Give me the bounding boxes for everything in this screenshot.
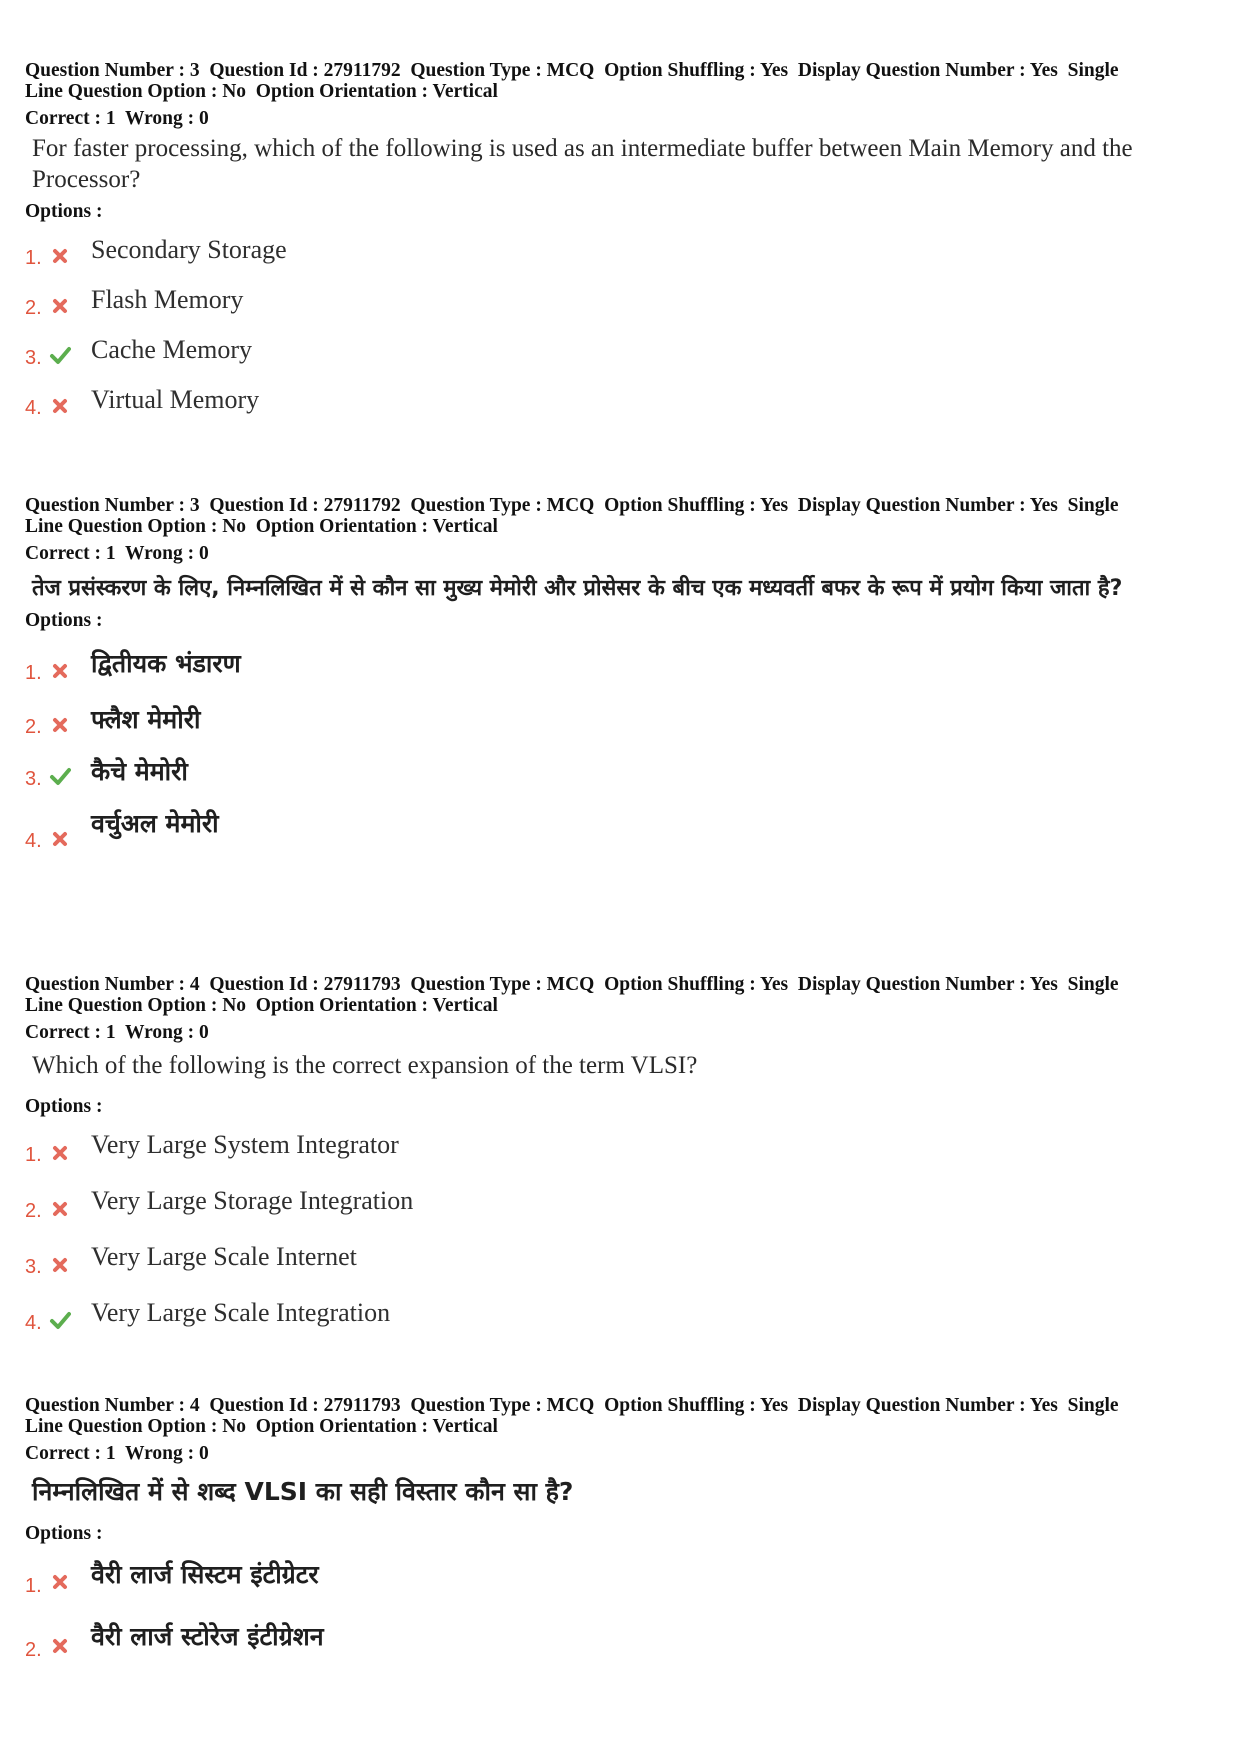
options-label: Options : [25,610,103,631]
option-item [25,1294,1220,1350]
option-text: वैरी लार्ज स्टोरेज इंटीग्रेशन [91,1622,324,1651]
option-list [25,640,1220,872]
cross-icon [49,1571,71,1593]
question-text: निम्नलिखित में से शब्द VLSI का सही विस्तार कौन सा है? [32,1477,574,1506]
cross-icon [49,245,71,267]
option-number: 1. [25,247,42,269]
option-item [25,1238,1220,1294]
question-text: तेज प्रसंस्करण के लिए, निम्नलिखित में से कौन सा मुख्य मेमोरी और प्रोसेसर के बीच एक मध्यवर्ती बफर के रूप में प्रयोग किया जाता है? [32,576,1123,601]
cross-icon [49,660,71,682]
option-number: 4. [25,1312,42,1334]
option-item [25,381,1220,431]
cross-icon [49,1142,71,1164]
cross-icon [49,714,71,736]
option-number: 3. [25,768,42,790]
option-number: 2. [25,297,42,319]
score-line: Correct : 1 Wrong : 0 [25,1022,209,1043]
option-number: 4. [25,397,42,419]
option-number: 1. [25,1575,42,1597]
option-number: 1. [25,662,42,684]
option-item [25,1182,1220,1238]
cross-icon [49,828,71,850]
question-meta-line: Line Question Option : No Option Orientation : Vertical [25,995,498,1016]
option-text: Cache Memory [91,335,253,364]
cross-icon [49,1198,71,1220]
option-item [25,640,1220,698]
question-meta-line: Question Number : 3 Question Id : 27911792 Question Type : MCQ Option Shuffling : Yes Display Question Number : Yes Single [25,495,1119,516]
question-meta-line: Line Question Option : No Option Orientation : Vertical [25,81,498,102]
option-text: वैरी लार्ज सिस्टम इंटीग्रेटर [91,1560,319,1589]
options-label: Options : [25,1096,103,1117]
option-item [25,1617,1220,1681]
score-line: Correct : 1 Wrong : 0 [25,108,209,129]
options-label: Options : [25,1523,103,1544]
option-text: फ्लैश मेमोरी [91,705,201,734]
option-list [25,1553,1220,1681]
question-text: For faster processing, which of the following is used as an intermediate buffer between Main Memory and the Processor? [32,135,1133,193]
question-meta-line: Question Number : 4 Question Id : 27911793 Question Type : MCQ Option Shuffling : Yes Display Question Number : Yes Single [25,974,1119,995]
options-label: Options : [25,201,103,222]
option-item [25,231,1220,281]
option-number: 1. [25,1144,42,1166]
option-text: द्वितीयक भंडारण [91,649,241,678]
score-line: Correct : 1 Wrong : 0 [25,1443,209,1464]
question-text: Which of the following is the correct expansion of the term VLSI? [32,1052,698,1079]
option-list [25,231,1220,431]
question-meta-line: Line Question Option : No Option Orientation : Vertical [25,516,498,537]
question-meta-line: Line Question Option : No Option Orientation : Vertical [25,1416,498,1437]
option-text: Secondary Storage [91,235,287,264]
option-item [25,698,1220,756]
option-list [25,1126,1220,1350]
cross-icon [49,395,71,417]
option-item [25,331,1220,381]
option-number: 3. [25,347,42,369]
score-line: Correct : 1 Wrong : 0 [25,543,209,564]
question-meta-line: Question Number : 3 Question Id : 27911792 Question Type : MCQ Option Shuffling : Yes Display Question Number : Yes Single [25,60,1119,81]
question-block-3-en [25,60,1220,431]
question-meta-line: Question Number : 4 Question Id : 27911793 Question Type : MCQ Option Shuffling : Yes Display Question Number : Yes Single [25,1395,1119,1416]
option-text: Flash Memory [91,285,244,314]
cross-icon [49,1635,71,1657]
option-text: Very Large Scale Integration [91,1298,391,1327]
option-number: 4. [25,830,42,852]
option-text: वर्चुअल मेमोरी [91,809,219,838]
option-text: कैचे मेमोरी [91,757,188,786]
option-text: Virtual Memory [91,385,260,414]
option-number: 2. [25,1639,42,1661]
question-block-4-hi [25,1395,1220,1681]
option-number: 2. [25,716,42,738]
option-number: 2. [25,1200,42,1222]
option-text: Very Large Scale Internet [91,1242,357,1271]
option-item [25,809,1220,872]
option-item [25,281,1220,331]
check-icon [49,344,71,366]
option-number: 3. [25,1256,42,1278]
question-block-4-en [25,974,1220,1350]
check-icon [49,765,71,787]
option-item [25,1553,1220,1617]
option-item [25,1126,1220,1182]
check-icon [49,1309,71,1331]
option-text: Very Large Storage Integration [91,1186,414,1215]
cross-icon [49,1254,71,1276]
cross-icon [49,295,71,317]
question-block-3-hi [25,495,1220,872]
option-text: Very Large System Integrator [91,1130,399,1159]
